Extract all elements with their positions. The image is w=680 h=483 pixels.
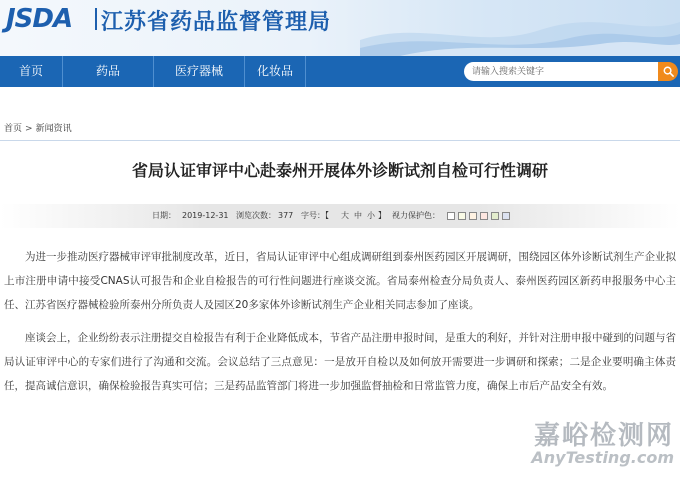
nav-home[interactable]: 首页	[18, 64, 43, 78]
article-meta-bar	[0, 204, 680, 228]
views-label: 浏览次数：	[236, 211, 276, 220]
breadcrumb-home[interactable]: 首页	[4, 124, 23, 134]
nav-drugs[interactable]: 药品	[95, 64, 120, 78]
article-paragraph: 为进一步推动医疗器械审评审批制度改革，近日，省局认证审评中心组成调研组到泰州医药园区开展调研，围绕园区体外诊断试剂生产企业拟上市注册申请中接受CNAS认可报告和企业自检报告的可行性问题进行座谈交流。省局泰州检查分局负责人、泰州医药园区新药申报服务中心主任、江苏省医疗器械检验所泰州分所负责人及园区20多家体外诊断试剂生产企业相关同志参加了座谈。	[4, 251, 676, 311]
eye-protection-label: 视力保护色：	[392, 211, 440, 220]
breadcrumb-divider	[0, 140, 680, 141]
breadcrumb-news[interactable]: 新闻资讯	[35, 124, 72, 134]
watermark-cn: 嘉峪检测网	[533, 421, 674, 451]
eye-color-swatch[interactable]	[469, 212, 477, 220]
watermark	[531, 415, 674, 467]
article-body	[4, 245, 676, 407]
eye-color-swatch[interactable]	[458, 212, 466, 220]
font-small-link[interactable]: 小	[367, 211, 375, 220]
font-size-close: 】	[378, 211, 386, 220]
nav-cosmetics[interactable]: 化妆品	[256, 64, 293, 78]
article-paragraph: 座谈会上，企业纷纷表示注册提交自检报告有利于企业降低成本，节省产品注册申报时间，是重大的利好，并针对注册申报中碰到的问题与省局认证审评中心的专家们进行了沟通和交流。会议总结了三点意见：一是放开自检以及如何放开需要进一步调研和探索；二是企业要明确主体责任，提高诚信意识，确保检验报告真实可信；三是药品监管部门将进一步加强监督抽检和日常监管力度，确保上市后产品安全有效。	[4, 332, 676, 392]
article-title: 省局认证审评中心赴泰州开展体外诊断试剂自检可行性调研	[131, 161, 548, 180]
nav-medical-devices[interactable]: 医疗器械	[174, 64, 223, 78]
eye-color-swatch[interactable]	[480, 212, 488, 220]
logo-divider	[95, 8, 97, 30]
site-header	[0, 0, 680, 56]
breadcrumb	[4, 121, 72, 134]
font-medium-link[interactable]: 中	[354, 211, 362, 220]
nav-divider	[305, 56, 306, 87]
site-logo[interactable]: JSDA	[6, 4, 73, 34]
eye-color-swatch[interactable]	[491, 212, 499, 220]
font-size-label: 字号：【	[301, 211, 329, 220]
article-date: 2019-12-31	[182, 211, 229, 220]
eye-color-swatch[interactable]	[502, 212, 510, 220]
watermark-en: AnyTesting.com	[531, 448, 674, 467]
views-count: 377	[278, 211, 294, 220]
search-input[interactable]	[464, 62, 658, 81]
search-icon	[663, 66, 674, 77]
header-wave-decoration	[360, 0, 680, 56]
search-button[interactable]	[658, 62, 678, 81]
font-large-link[interactable]: 大	[341, 211, 349, 220]
eye-color-swatch[interactable]	[447, 212, 455, 220]
breadcrumb-separator: >	[25, 124, 33, 134]
site-title: 江苏省药品监督管理局	[101, 10, 332, 35]
date-label: 日期：	[152, 211, 176, 220]
